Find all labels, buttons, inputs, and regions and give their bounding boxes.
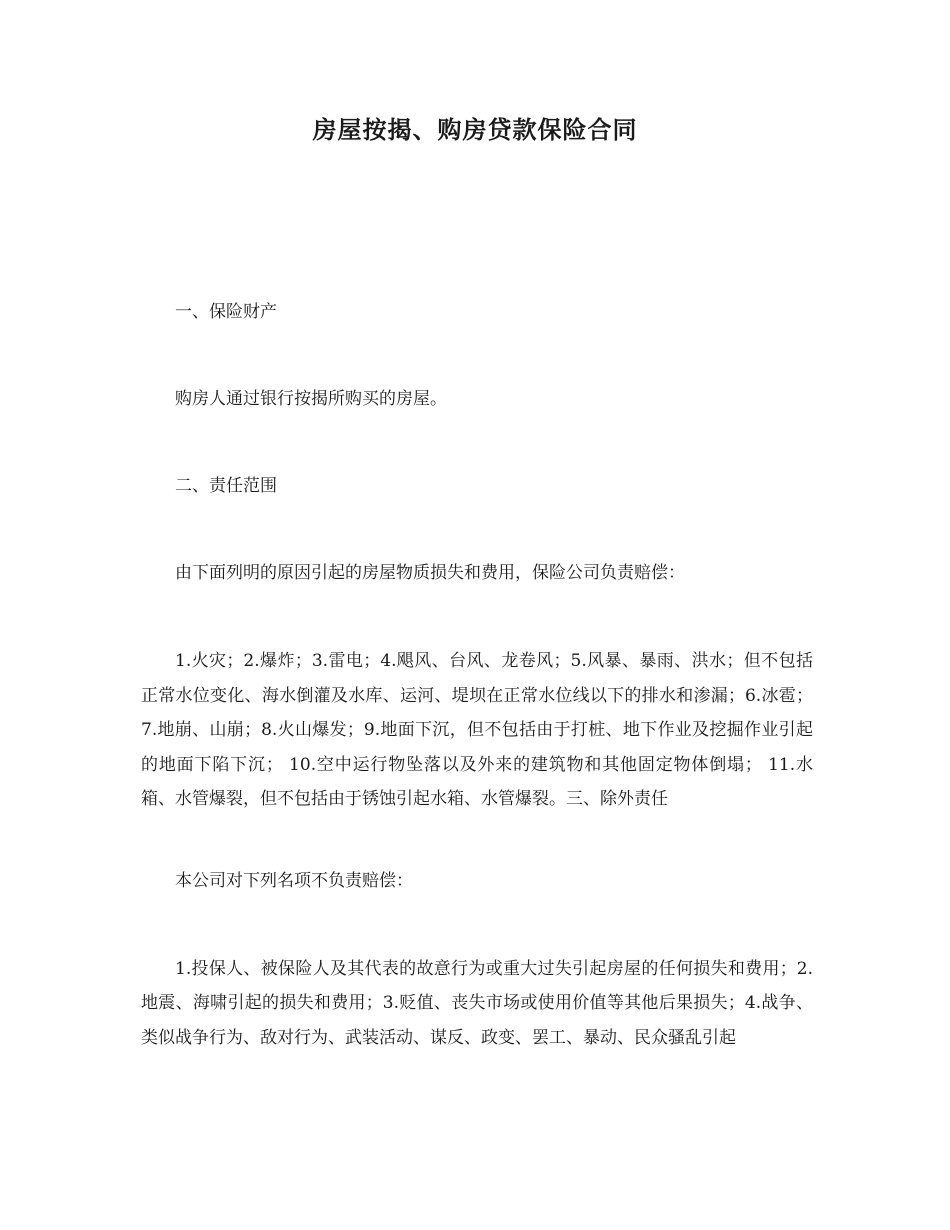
paragraph-insured-property: 购房人通过银行按揭所购买的房屋。: [175, 389, 447, 409]
paragraph-liability-intro: 由下面列明的原因引起的房屋物质损失和费用，保险公司负责赔偿：: [175, 563, 685, 583]
paragraph-exclusion-items: 1.投保人、被保险人及其代表的故意行为或重大过失引起房屋的任何损失和费用；2.地震、海啸引起的损失和费用；3.贬值、丧失市场或使用价值等其他后果损失；4.战争、类似战争行为、敌对行为、武装活动、谋反、政变、罢工、暴动、民众骚乱引起: [141, 958, 813, 1048]
document-body: [141, 296, 813, 1103]
paragraph-covered-causes: 1.火灾；2.爆炸；3.雷电；4.飓风、台风、龙卷风；5.风暴、暴雨、洪水；但不包括正常水位变化、海水倒灌及水库、运河、堤坝在正常水位线以下的排水和渗漏；6.冰雹；7.地崩、山崩；8.火山爆发；9.地面下沉，但不包括由于打桩、地下作业及挖掘作业引起的地面下陷下沉； 10.空中运行物坠落以及外来的建筑物和其他固定物体倒塌； 11.水箱、水管爆裂，但不包括由于锈蚀引起水箱、水管爆裂。三、除外责任: [141, 651, 813, 809]
paragraph-exclusions-intro: 本公司对下列名项不负责赔偿：: [175, 870, 413, 891]
document-title: 房屋按揭、购房贷款保险合同: [312, 116, 638, 144]
section-heading-insured-property: 一、保险财产: [175, 302, 277, 322]
section-heading-liability-scope: 二、责任范围: [175, 476, 277, 496]
